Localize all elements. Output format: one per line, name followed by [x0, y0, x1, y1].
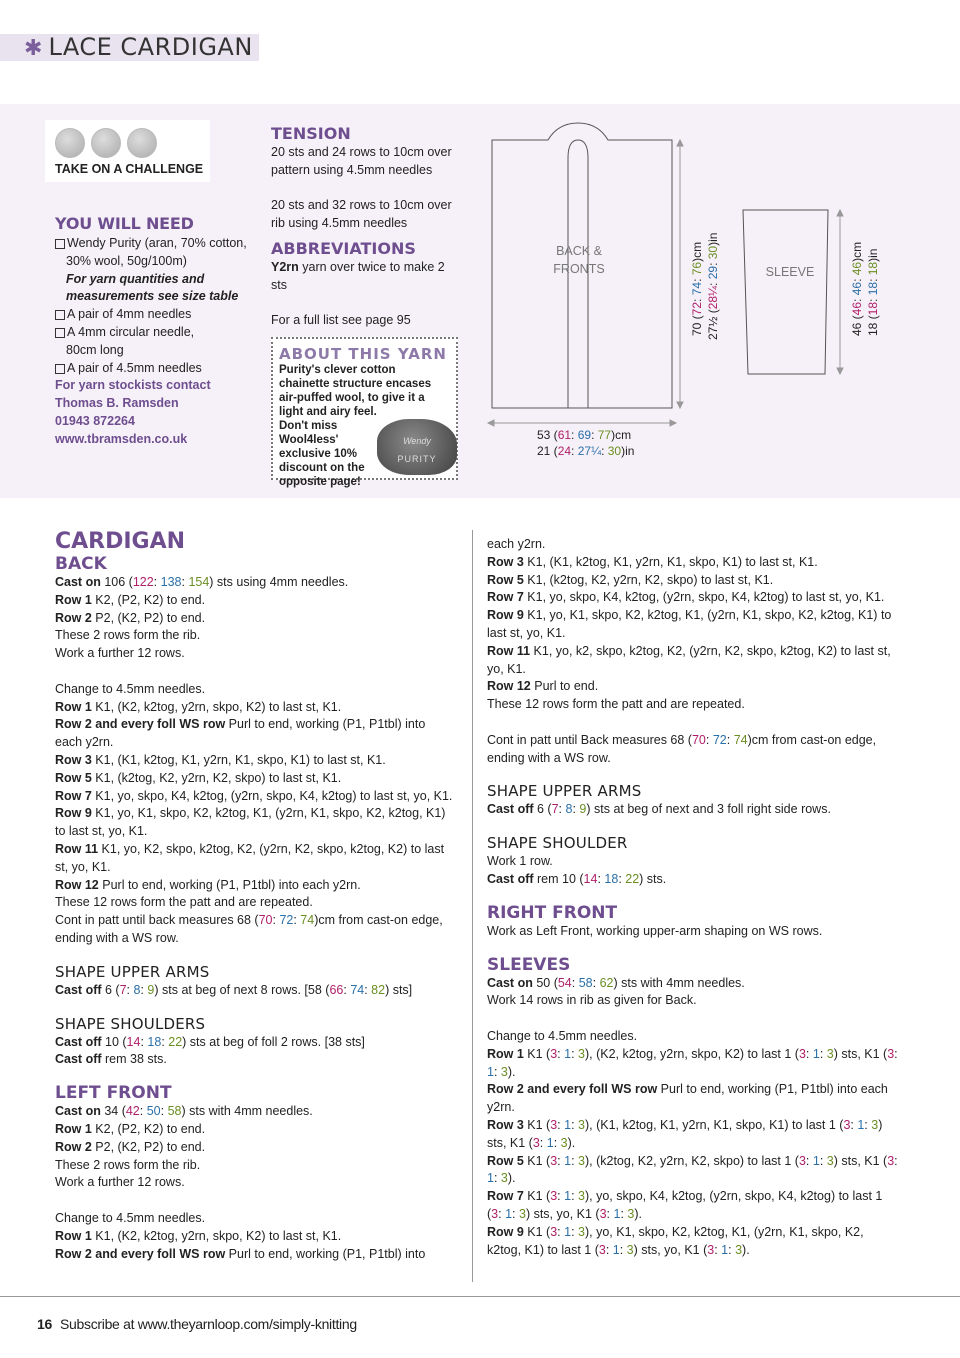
pattern-line: Row 2 P2, (K2, P2) to end. — [55, 610, 206, 625]
pattern-line: These 12 rows form the patt and are repeated. — [487, 697, 745, 712]
checkbox-icon — [55, 239, 65, 249]
pattern-line: Cast off 10 (14: 18: 22) sts at beg of foll 2 rows. [38 sts] — [55, 1034, 365, 1049]
pattern-line: Work 1 row. — [487, 854, 553, 869]
checkbox-icon — [55, 364, 65, 374]
tension-block — [271, 124, 461, 330]
pattern-line: Row 9 K1, yo, K1, skpo, K2, k2tog, K1, (y2rn, K1, skpo, K2, k2tog, K1) to last st, yo, K1. — [55, 806, 446, 839]
pattern-line: Cast on 34 (42: 50: 58) sts with 4mm needles. — [55, 1104, 313, 1119]
checkbox-icon — [55, 310, 65, 320]
sleeve-outline — [743, 210, 828, 374]
about-yarn-text: Purity's clever cotton chainette structure encases air-puffed wool, to give it a light and airy feel. — [279, 364, 432, 418]
tension-line: pattern using 4.5mm needles — [271, 162, 433, 177]
pattern-line: Change to 4.5mm needles. — [487, 1028, 638, 1043]
sleeve-label: SLEEVE — [765, 265, 815, 279]
materials-heading: YOU WILL NEED — [55, 214, 194, 233]
height-measurement-cm: 70 (72: 74: 76)cm — [690, 241, 704, 336]
pattern-line: Cast off rem 10 (14: 18: 22) sts. — [487, 871, 667, 886]
pattern-line: Row 9 K1 (3: 1: 3), yo, K1, skpo, K2, k2tog, K1, (y2rn, K1, skpo, K2, k2tog, K1) to last 1 (3: 1: 3) sts, yo, K1 (3: 1: 3). — [487, 1224, 864, 1257]
page-number: 16 — [37, 1316, 52, 1332]
section-heading-right-front: RIGHT FRONT — [487, 902, 618, 923]
section-heading-sleeves: SLEEVES — [487, 954, 571, 975]
pattern-line: These 12 rows form the patt and are repeated. — [55, 895, 313, 910]
page-title: LACE CARDIGAN — [48, 32, 253, 61]
pattern-line: Row 12 Purl to end. — [487, 679, 599, 694]
about-yarn-promo: Don't miss Wool4less' exclusive 10% discount on the opposite page! — [279, 420, 365, 488]
about-yarn-heading: ABOUT THIS YARN — [279, 345, 447, 363]
pattern-column-right — [487, 536, 900, 1259]
materials-item: A pair of 4mm needles — [55, 306, 260, 324]
pattern-line: each y2rn. — [487, 537, 546, 551]
pattern-line: Row 11 K1, yo, K2, skpo, k2tog, K2, (y2rn, K2, skpo, k2tog, K2) to last st, yo, K1. — [55, 841, 445, 874]
stockist-url[interactable]: www.tbramsden.co.uk — [55, 431, 188, 446]
pattern-line: Row 3 K1 (3: 1: 3), (K1, k2tog, K1, y2rn, K1, skpo, K1) to last 1 (3: 1: 3) sts, K1 (3: 1: 3). — [487, 1117, 883, 1150]
pattern-line: Cont in patt until back measures 68 (70: 72: 74)cm from cast-on edge, ending with a WS row. — [55, 913, 443, 945]
pattern-line: These 2 rows form the rib. — [55, 1157, 201, 1172]
stockist-text: For yarn stockists contact — [55, 378, 211, 393]
pattern-line: Change to 4.5mm needles. — [55, 681, 206, 696]
section-title-bar — [0, 34, 259, 61]
tension-line: 20 sts and 32 rows to 10cm over — [271, 198, 452, 213]
tension-heading: TENSION — [271, 124, 351, 143]
pattern-line: Row 1 K2, (P2, K2) to end. — [55, 1121, 206, 1136]
materials-item-cont: 30% wool, 50g/100m) — [66, 253, 187, 268]
yarn-skein-image: Wendy PURITY — [377, 419, 457, 475]
pattern-line: Cast off 6 (7: 8: 9) sts at beg of next 8 rows. [58 (66: 74: 82) sts] — [55, 982, 413, 997]
pattern-column-left — [55, 530, 455, 1263]
materials-item-cont: 80cm long — [66, 342, 124, 357]
pattern-line: Row 2 and every foll WS row Purl to end, working (P1, P1tbl) into — [55, 1246, 426, 1261]
tension-line: 20 sts and 24 rows to 10cm over — [271, 145, 452, 159]
checkbox-icon — [55, 328, 65, 338]
pattern-line: Work 14 rows in rib as given for Back. — [487, 993, 697, 1008]
pattern-line: Cast off rem 38 sts. — [55, 1052, 167, 1067]
yarn-ball-icon — [91, 128, 121, 158]
abbreviation-entry: Y2rn yarn over twice to make 2 sts — [271, 259, 445, 292]
width-measurement: 53 (61: 69: 77)cm 21 (24: 27¼: 30)in — [537, 428, 635, 458]
section-heading-shape-shoulders: SHAPE SHOULDERS — [55, 1014, 206, 1033]
pattern-line: Row 1 K1, (K2, k2tog, y2rn, skpo, K2) to last st, K1. — [55, 1228, 342, 1243]
section-heading-shape-shoulder: SHAPE SHOULDER — [487, 834, 628, 853]
pattern-line: Row 5 K1 (3: 1: 3), (k2tog, K2, y2rn, K2, skpo) to last 1 (3: 1: 3) sts, K1 (3: 1: 3). — [487, 1153, 898, 1186]
page-footer — [37, 1316, 357, 1334]
materials-item: Wendy Purity (aran, 70% cotton, — [55, 235, 260, 253]
yarn-balls-rating — [55, 128, 157, 158]
difficulty-badge — [45, 120, 210, 182]
pattern-line: Row 12 Purl to end, working (P1, P1tbl) into each y2rn. — [55, 877, 361, 892]
pattern-line: Row 1 K1 (3: 1: 3), (K2, k2tog, y2rn, skpo, K2) to last 1 (3: 1: 3) sts, K1 (3: 1: 3). — [487, 1046, 898, 1079]
abbreviations-ref: For a full list see page 95 — [271, 313, 411, 328]
about-yarn-box — [271, 337, 458, 488]
materials-note: For yarn quantities and — [66, 271, 205, 286]
materials-item: A pair of 4.5mm needles — [55, 360, 260, 378]
column-divider — [472, 530, 473, 1282]
pattern-line: Cont in patt until Back measures 68 (70: 72: 74)cm from cast-on edge, ending with a WS row. — [487, 732, 877, 765]
yarn-ball-icon — [55, 128, 85, 158]
subscribe-link[interactable]: Subscribe at www.theyarnloop.com/simply-knitting — [59, 1316, 357, 1332]
pattern-line: Row 1 K1, (K2, k2tog, y2rn, skpo, K2) to last st, K1. — [55, 699, 342, 714]
materials-list — [55, 214, 260, 449]
back-fronts-label: BACK & FRONTS — [553, 244, 605, 276]
pattern-line: Row 9 K1, yo, K1, skpo, K2, k2tog, K1, (y2rn, K1, skpo, K2, k2tog, K1) to last st, yo, K1. — [487, 608, 892, 640]
pattern-line: Cast on 50 (54: 58: 62) sts with 4mm needles. — [487, 975, 745, 990]
pattern-line: Row 1 K2, (P2, K2) to end. — [55, 592, 206, 607]
sleeve-measurement-in: 18 (18: 18: 18)in — [866, 248, 880, 336]
abbreviations-heading: ABBREVIATIONS — [271, 238, 416, 258]
stockist-phone: 01943 872264 — [55, 413, 135, 428]
pattern-line: Row 2 P2, (K2, P2) to end. — [55, 1139, 206, 1154]
materials-note: measurements see size table — [66, 289, 239, 304]
materials-item: A 4mm circular needle, — [55, 324, 260, 342]
pattern-line: These 2 rows form the rib. — [55, 628, 201, 643]
pattern-line: Row 7 K1, yo, skpo, K4, k2tog, (y2rn, skpo, K4, k2tog) to last st, yo, K1. — [55, 788, 453, 803]
section-heading-back: BACK — [55, 554, 107, 574]
schematic-diagram — [480, 118, 950, 468]
pattern-line: Work a further 12 rows. — [55, 1175, 185, 1190]
tension-line: rib using 4.5mm needles — [271, 216, 408, 231]
section-heading-left-front: LEFT FRONT — [55, 1083, 172, 1104]
pattern-line: Row 7 K1, yo, skpo, K4, k2tog, (y2rn, skpo, K4, k2tog) to last st, yo, K1. — [487, 590, 885, 605]
pattern-line: Cast off 6 (7: 8: 9) sts at beg of next and 3 foll right side rows. — [487, 802, 831, 817]
pattern-line: Row 5 K1, (k2tog, K2, y2rn, K2, skpo) to last st, K1. — [487, 572, 774, 587]
difficulty-label: TAKE ON A CHALLENGE — [55, 162, 204, 176]
pattern-line: Row 7 K1 (3: 1: 3), yo, skpo, K4, k2tog, (y2rn, skpo, K4, k2tog) to last 1 (3: 1: 3) sts, yo, K1 (3: 1: 3). — [487, 1189, 883, 1221]
pattern-line: Row 2 and every foll WS row Purl to end, working (P1, P1tbl) into each y2rn. — [487, 1082, 888, 1115]
pattern-line: Row 11 K1, yo, k2, skpo, k2tog, K2, (y2rn, K2, skpo, k2tog, K2) to last st, yo, K1. — [487, 643, 891, 676]
pattern-line: Change to 4.5mm needles. — [55, 1210, 206, 1225]
section-heading-shape-upper-arms: SHAPE UPPER ARMS — [55, 962, 210, 981]
footer-rule — [0, 1296, 960, 1297]
pattern-line: Row 5 K1, (k2tog, K2, y2rn, K2, skpo) to last st, K1. — [55, 770, 342, 785]
pattern-line: Work a further 12 rows. — [55, 646, 185, 661]
yarn-ball-icon — [127, 128, 157, 158]
pattern-line: Work as Left Front, working upper-arm shaping on WS rows. — [487, 923, 823, 938]
pattern-line: Cast on 106 (122: 138: 154) sts using 4mm needles. — [55, 575, 349, 589]
sleeve-measurement-cm: 46 (46: 46: 46)cm — [850, 241, 864, 336]
pattern-line: Row 2 and every foll WS row Purl to end, working (P1, P1tbl) into each y2rn. — [55, 717, 426, 750]
asterisk-icon: ✱ — [24, 35, 43, 60]
height-measurement-in: 27½ (28¼: 29: 30)in — [706, 232, 720, 340]
section-heading-shape-upper-arms-front: SHAPE UPPER ARMS — [487, 782, 642, 801]
pattern-line: Row 3 K1, (K1, k2tog, K1, y2rn, K1, skpo, K1) to last st, K1. — [487, 554, 818, 569]
stockist-name: Thomas B. Ramsden — [55, 396, 179, 411]
pattern-line: Row 3 K1, (K1, k2tog, K1, y2rn, K1, skpo, K1) to last st, K1. — [55, 752, 386, 767]
pattern-heading: CARDIGAN — [55, 529, 186, 554]
